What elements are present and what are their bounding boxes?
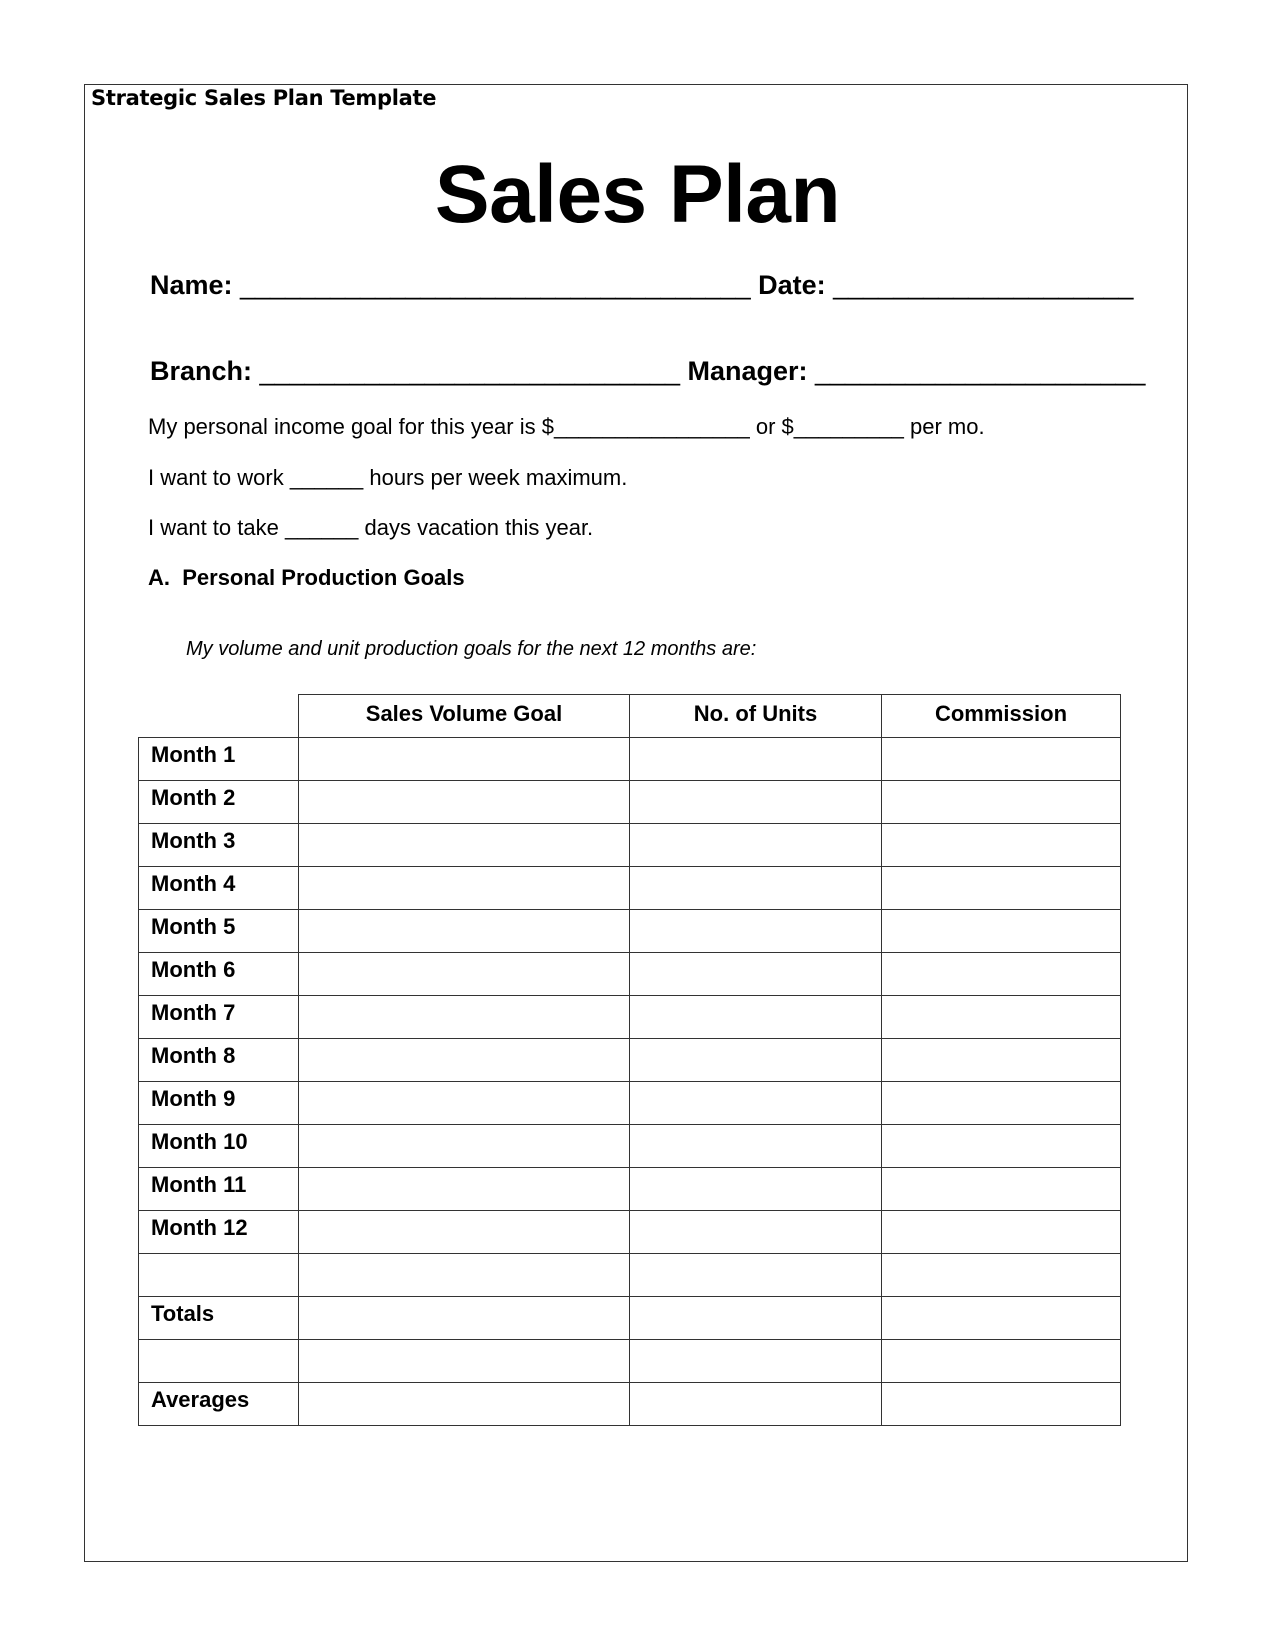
table-cell[interactable]	[882, 910, 1121, 953]
table-cell[interactable]	[299, 738, 630, 781]
income-goal-statement[interactable]: My personal income goal for this year is $________________ or $_________ per mo.	[148, 414, 985, 439]
table-cell[interactable]	[630, 1039, 882, 1082]
table-cell[interactable]	[882, 1039, 1121, 1082]
table-cell[interactable]	[630, 824, 882, 867]
table-cell[interactable]	[299, 996, 630, 1039]
table-cell[interactable]	[630, 1340, 882, 1383]
column-header: Sales Volume Goal	[299, 695, 630, 738]
table-header-row	[139, 695, 1121, 738]
table-row	[139, 781, 1121, 824]
row-label: Month 12	[139, 1211, 299, 1254]
table-cell[interactable]	[630, 867, 882, 910]
table-cell[interactable]	[299, 1297, 630, 1340]
table-row	[139, 996, 1121, 1039]
table-cell[interactable]	[882, 1082, 1121, 1125]
table-cell[interactable]	[299, 1125, 630, 1168]
row-label: Month 7	[139, 996, 299, 1039]
table-cell[interactable]	[630, 1254, 882, 1297]
table-cell[interactable]	[299, 910, 630, 953]
row-label: Month 2	[139, 781, 299, 824]
section-a-intro: My volume and unit production goals for the next 12 months are:	[186, 638, 757, 660]
table-row	[139, 1383, 1121, 1426]
table-row	[139, 738, 1121, 781]
page-title: Sales Plan	[434, 149, 841, 240]
table-cell[interactable]	[299, 1254, 630, 1297]
row-label: Month 5	[139, 910, 299, 953]
row-label: Month 3	[139, 824, 299, 867]
table-cell[interactable]	[882, 1383, 1121, 1426]
table-cell[interactable]	[882, 1254, 1121, 1297]
section-a-heading: A. Personal Production Goals	[148, 565, 465, 590]
date-blank[interactable]: ____________________	[833, 270, 1134, 300]
table-cell[interactable]	[630, 1383, 882, 1426]
table-cell[interactable]	[630, 1125, 882, 1168]
table-cell[interactable]	[299, 1383, 630, 1426]
table-cell[interactable]	[630, 1082, 882, 1125]
row-label: Averages	[139, 1383, 299, 1426]
column-header: Commission	[882, 695, 1121, 738]
table-row	[139, 1168, 1121, 1211]
table-cell[interactable]	[299, 1039, 630, 1082]
table-cell[interactable]	[630, 781, 882, 824]
name-date-row	[150, 270, 1133, 301]
date-label: Date:	[750, 270, 834, 300]
table-cell[interactable]	[882, 1125, 1121, 1168]
production-goals-table	[138, 694, 1121, 1426]
row-label: Month 11	[139, 1168, 299, 1211]
table-cell[interactable]	[630, 953, 882, 996]
table-cell[interactable]	[299, 953, 630, 996]
row-label: Month 10	[139, 1125, 299, 1168]
table-cell[interactable]	[882, 867, 1121, 910]
table-row	[139, 910, 1121, 953]
table-cell[interactable]	[630, 1168, 882, 1211]
table-cell[interactable]	[630, 910, 882, 953]
row-label: Month 8	[139, 1039, 299, 1082]
table-row	[139, 1340, 1121, 1383]
table-cell[interactable]	[299, 867, 630, 910]
table-cell[interactable]	[882, 1211, 1121, 1254]
table-cell[interactable]	[882, 781, 1121, 824]
template-label: Strategic Sales Plan Template	[91, 86, 437, 110]
table-cell[interactable]	[882, 824, 1121, 867]
row-label: Month 1	[139, 738, 299, 781]
table-cell[interactable]	[882, 1168, 1121, 1211]
table-cell[interactable]	[882, 1340, 1121, 1383]
vacation-statement[interactable]: I want to take ______ days vacation this year.	[148, 515, 594, 540]
table-corner	[139, 695, 299, 738]
table-cell[interactable]	[299, 1168, 630, 1211]
row-label: Month 6	[139, 953, 299, 996]
table-row	[139, 1125, 1121, 1168]
hours-statement[interactable]: I want to work ______ hours per week maximum.	[148, 465, 628, 490]
row-label: Month 4	[139, 867, 299, 910]
table-cell[interactable]	[299, 1340, 630, 1383]
table-row	[139, 1082, 1121, 1125]
name-label: Name:	[150, 270, 241, 300]
table-cell[interactable]	[882, 738, 1121, 781]
table-row	[139, 1211, 1121, 1254]
name-blank[interactable]: __________________________________	[240, 270, 751, 300]
table-cell[interactable]	[630, 1211, 882, 1254]
table-cell[interactable]	[299, 781, 630, 824]
table-cell[interactable]	[299, 1211, 630, 1254]
table-row	[139, 1297, 1121, 1340]
row-label: Totals	[139, 1297, 299, 1340]
table-cell[interactable]	[299, 1082, 630, 1125]
table-row	[139, 824, 1121, 867]
branch-label: Branch:	[150, 356, 260, 386]
table-cell[interactable]	[882, 1297, 1121, 1340]
row-label	[139, 1340, 299, 1383]
table-row	[139, 1254, 1121, 1297]
table-cell[interactable]	[630, 1297, 882, 1340]
branch-manager-row	[150, 356, 1145, 387]
branch-blank[interactable]: ____________________________	[259, 356, 680, 386]
table-cell[interactable]	[299, 824, 630, 867]
table-cell[interactable]	[882, 953, 1121, 996]
table-row	[139, 1039, 1121, 1082]
column-header: No. of Units	[630, 695, 882, 738]
manager-blank[interactable]: ______________________	[815, 356, 1146, 386]
row-label	[139, 1254, 299, 1297]
row-label: Month 9	[139, 1082, 299, 1125]
table-row	[139, 867, 1121, 910]
table-row	[139, 953, 1121, 996]
table-cell[interactable]	[630, 738, 882, 781]
table-cell[interactable]	[882, 996, 1121, 1039]
table-cell[interactable]	[630, 996, 882, 1039]
manager-label: Manager:	[679, 356, 816, 386]
